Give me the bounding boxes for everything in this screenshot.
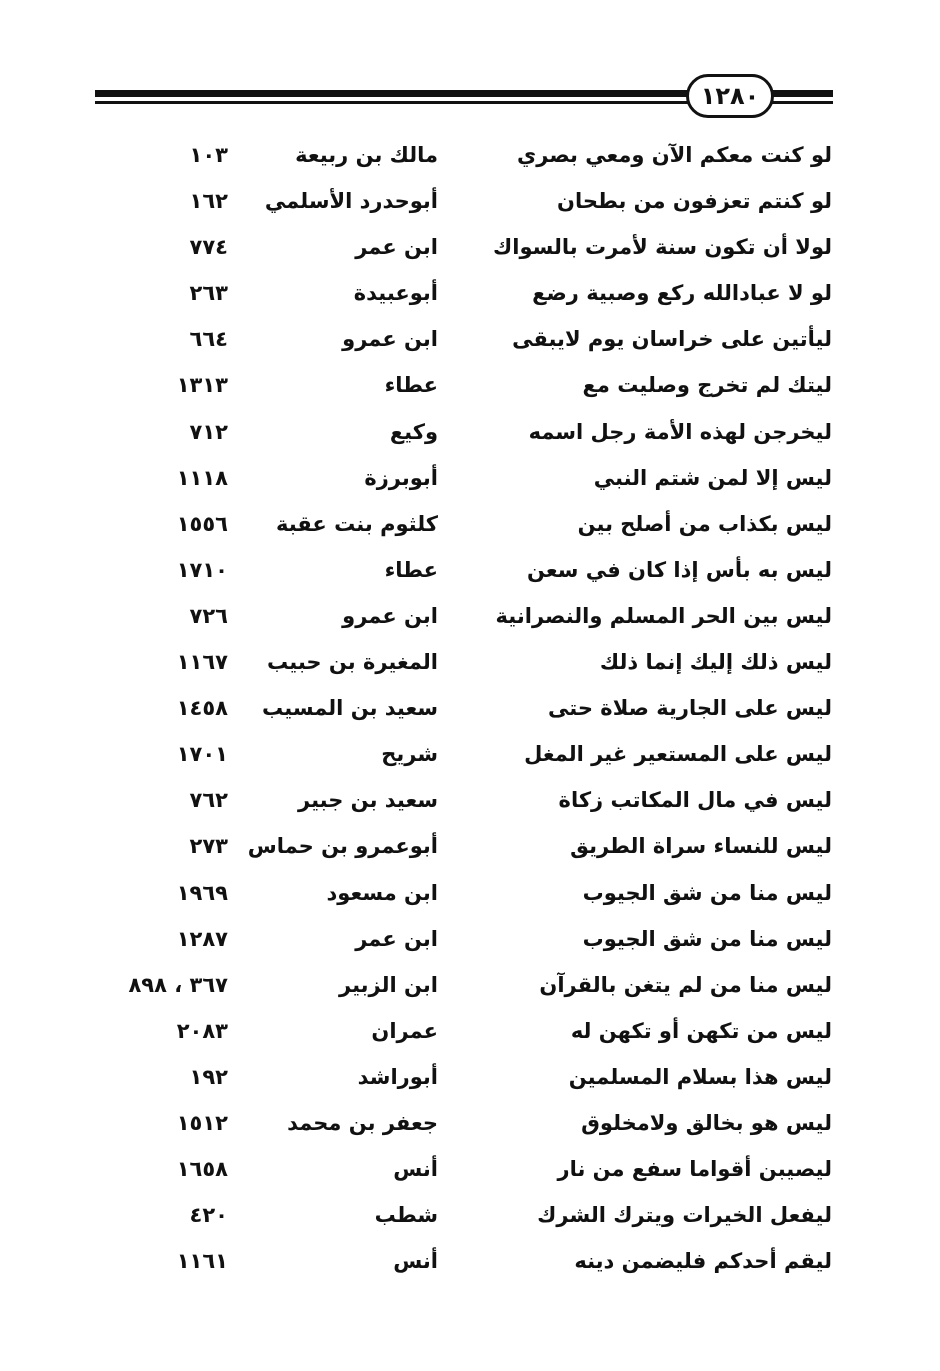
index-row <box>0 316 940 362</box>
narrator: سعيد بن المسيب <box>262 696 438 721</box>
index-row <box>0 731 940 777</box>
hadith-number: ٧٦٢ <box>189 788 228 813</box>
index-row <box>0 1054 940 1100</box>
hadith-number: ٢٠٨٣ <box>176 1018 228 1043</box>
narrator: كلثوم بنت عقبة <box>276 511 438 536</box>
hadith-number: ٢٦٣ <box>189 281 228 306</box>
index-row <box>0 409 940 455</box>
hadith-number: ٧٢٦ <box>189 603 228 628</box>
index-row <box>0 1008 940 1054</box>
hadith-number: ١٩٢ <box>189 1064 228 1089</box>
hadith-text: لو كنتم تعزفون من بطحان <box>557 189 832 214</box>
index-row <box>0 1192 940 1238</box>
narrator: عمران <box>371 1018 438 1043</box>
hadith-number: ١٧٠١ <box>176 742 228 767</box>
hadith-number: ١٧١٠ <box>176 557 228 582</box>
narrator: أبوحدرد الأسلمي <box>264 189 438 214</box>
narrator: شطب <box>374 1203 438 1228</box>
hadith-number: ٧٧٤ <box>189 235 228 260</box>
hadith-text: ليس من تكهن أو تكهن له <box>570 1018 832 1043</box>
narrator: مالك بن ربيعة <box>295 143 438 167</box>
hadith-text: ليصيبن أقواما سفع من نار <box>557 1157 832 1182</box>
narrator: جعفر بن محمد <box>287 1110 438 1135</box>
hadith-text: ليس بين الحر المسلم والنصرانية <box>495 603 832 628</box>
hadith-text: ليقم أحدكم فليضمن دينه <box>574 1249 832 1274</box>
narrator: أبوبرزة <box>364 465 438 490</box>
index-list <box>0 132 940 1284</box>
hadith-number: ١١١٨ <box>176 465 228 490</box>
hadith-number: ١١٦١ <box>176 1249 228 1274</box>
index-row <box>0 270 940 316</box>
index-row <box>0 777 940 823</box>
index-row <box>0 501 940 547</box>
index-row <box>0 224 940 270</box>
hadith-number: ١٩٦٩ <box>176 880 228 905</box>
index-row <box>0 547 940 593</box>
hadith-number: ١٣١٣ <box>176 373 228 398</box>
page-number: ١٢٨٠ <box>686 74 774 118</box>
hadith-number: ١٥١٢ <box>176 1110 228 1135</box>
hadith-text: ليس بكذاب من أصلح بين <box>577 511 832 536</box>
index-row <box>0 685 940 731</box>
narrator: ابن عمر <box>355 926 438 951</box>
index-row <box>0 916 940 962</box>
index-row <box>0 1146 940 1192</box>
hadith-number: ١٥٥٦ <box>176 511 228 536</box>
index-row <box>0 962 940 1008</box>
hadith-text: ليس هذا بسلام المسلمين <box>568 1064 832 1089</box>
hadith-text: ليس منا من لم يتغن بالقرآن <box>539 972 832 997</box>
hadith-number: ٦٦٤ <box>189 327 228 352</box>
hadith-text: لو لا عبادالله ركع وصبية رضع <box>532 281 832 306</box>
hadith-text: ليس منا من شق الجيوب <box>582 926 832 951</box>
hadith-text: ليس ذلك إليك إنما ذلك <box>599 650 832 675</box>
hadith-number: ١٤٥٨ <box>176 696 228 721</box>
hadith-text: ليفعل الخيرات ويترك الشرك <box>537 1203 832 1228</box>
narrator: أبوراشد <box>357 1064 438 1089</box>
index-row <box>0 823 940 869</box>
hadith-number: ١٠٣ <box>189 143 228 167</box>
hadith-text: ليخرجن لهذه الأمة رجل اسمه <box>528 419 832 444</box>
hadith-text: ليس إلا لمن شتم النبي <box>593 465 832 490</box>
narrator: عطاء <box>384 373 438 398</box>
hadith-number: ١٦٢ <box>189 189 228 214</box>
hadith-text: ليس على الجارية صلاة حتى <box>548 696 832 721</box>
index-row <box>0 593 940 639</box>
narrator: وكيع <box>389 419 438 444</box>
hadith-text: ليأتين على خراسان يوم لايبقى <box>512 327 832 352</box>
hadith-number: ١٢٨٧ <box>176 926 228 951</box>
hadith-number: ١١٦٧ <box>176 650 228 675</box>
index-row <box>0 362 940 408</box>
index-row <box>0 639 940 685</box>
narrator: شريح <box>381 742 438 767</box>
hadith-text: لو كنت معكم الآن ومعي بصري <box>517 143 832 167</box>
hadith-number: ٢٧٣ <box>189 834 228 859</box>
hadith-text: ليس منا من شق الجيوب <box>582 880 832 905</box>
hadith-number: ٧١٢ <box>189 419 228 444</box>
narrator: أبوعبيدة <box>353 281 438 306</box>
hadith-text: ليس هو بخالق ولامخلوق <box>581 1110 832 1135</box>
narrator: أبوعمرو بن حماس <box>247 834 438 859</box>
narrator: ابن عمر <box>355 235 438 260</box>
hadith-number: ٤٢٠ <box>189 1203 228 1228</box>
narrator: ابن مسعود <box>326 880 438 905</box>
hadith-text: ليتك لم تخرج وصليت مع <box>582 373 832 398</box>
hadith-text: لولا أن تكون سنة لأمرت بالسواك <box>493 235 832 260</box>
narrator: ابن الزبير <box>339 972 438 997</box>
hadith-number: ١٦٥٨ <box>176 1157 228 1182</box>
narrator: أنس <box>393 1249 438 1274</box>
narrator: سعيد بن جبير <box>298 788 438 813</box>
index-row <box>0 1238 940 1284</box>
narrator: أنس <box>393 1157 438 1182</box>
index-row <box>0 178 940 224</box>
hadith-text: ليس في مال المكاتب زكاة <box>558 788 832 813</box>
narrator: عطاء <box>384 557 438 582</box>
narrator: المغيرة بن حبيب <box>267 650 438 675</box>
narrator: ابن عمرو <box>342 603 438 628</box>
narrator: ابن عمرو <box>342 327 438 352</box>
index-row <box>0 1100 940 1146</box>
hadith-text: ليس به بأس إذا كان في سعن <box>527 557 832 582</box>
index-row <box>0 132 940 178</box>
index-row <box>0 870 940 916</box>
hadith-text: ليس للنساء سراة الطريق <box>570 834 832 859</box>
index-row <box>0 455 940 501</box>
hadith-text: ليس على المستعير غير المغل <box>524 742 832 767</box>
hadith-number: ٣٦٧ ، ٨٩٨ <box>128 972 228 997</box>
